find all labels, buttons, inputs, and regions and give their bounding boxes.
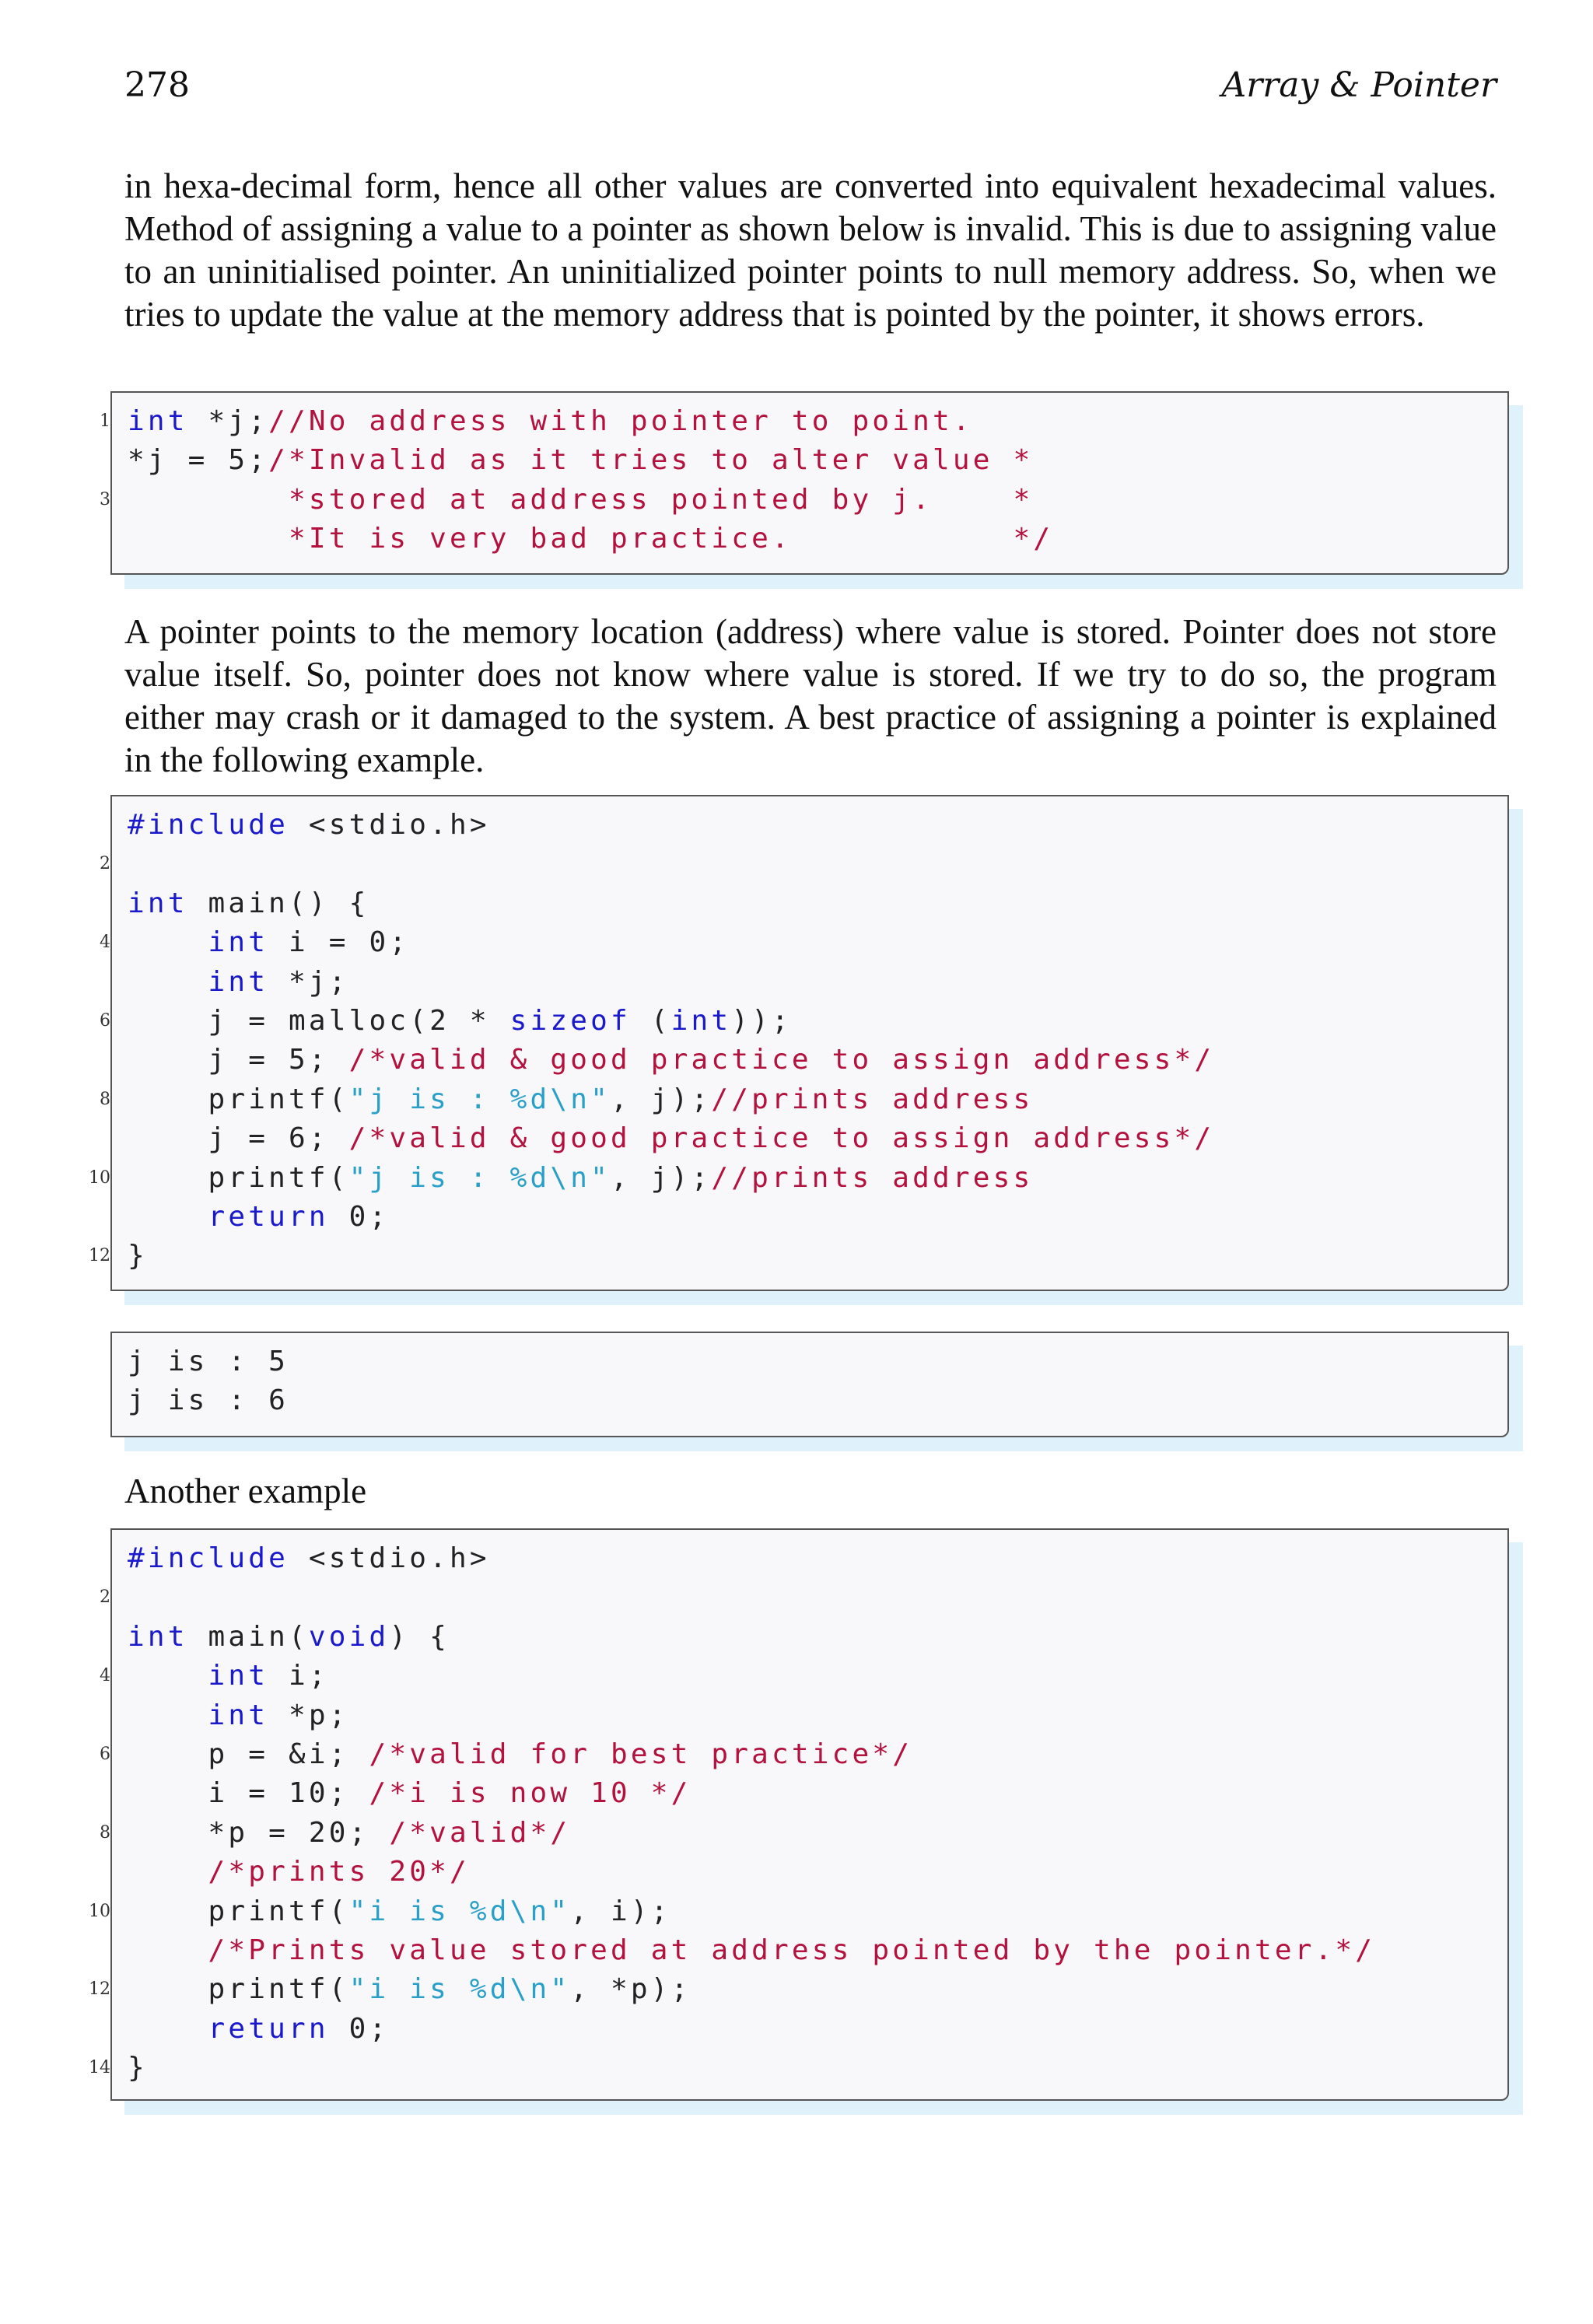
program-output-box	[110, 1332, 1509, 1437]
code-text: 0;	[328, 1200, 390, 1233]
code-comment: /*valid & good practice to assign address*/	[348, 1122, 1215, 1155]
page-header	[124, 65, 1497, 112]
code-keyword: void	[308, 1620, 390, 1653]
code-text: *p = 20;	[128, 1816, 390, 1849]
code-text: ) {	[389, 1620, 450, 1653]
page-number: 278	[124, 65, 190, 105]
code-comment: /*prints 20*/	[208, 1856, 470, 1888]
code-text: p = &i;	[128, 1738, 369, 1770]
code-text	[128, 1934, 208, 1966]
code-text: i = 10;	[128, 1777, 369, 1810]
code-comment: //prints address	[711, 1083, 1034, 1115]
code-keyword: sizeof	[509, 1004, 631, 1037]
line-number: 10	[89, 1901, 110, 1921]
code-text: main(	[187, 1620, 309, 1653]
code-text	[128, 926, 208, 958]
code-line	[128, 1539, 1375, 1578]
paragraph-another-example: Another example	[124, 1472, 367, 1510]
line-number: 8	[100, 1089, 110, 1109]
line-number: 4	[100, 1666, 110, 1686]
code-text: j = 6;	[128, 1122, 349, 1155]
code-text: j = malloc(2 *	[128, 1004, 510, 1037]
code-comment: //No address with pointer to point.	[268, 405, 973, 437]
code-keyword: int	[128, 1620, 188, 1653]
code-string: "i is %d\n"	[348, 1973, 571, 2006]
code-string: "i is %d\n"	[348, 1895, 571, 1927]
code-text	[128, 966, 208, 998]
paragraph-pointer-explanation: A pointer points to the memory location (address) where value is stored. Pointer does not store value itself. So, pointer does not know where value is stored. If we try to do so, the program either may crash or it damaged to the system. A best practice of assigning a pointer is explained in the following example.	[124, 612, 1497, 779]
code-line	[100, 481, 1053, 520]
line-number: 6	[100, 1010, 110, 1031]
line-number: 4	[100, 933, 110, 953]
line-number: 8	[100, 1822, 110, 1843]
code-text: }	[128, 1240, 148, 1272]
line-number: 10	[89, 1167, 110, 1188]
code-text: *j;	[187, 405, 269, 437]
code-line	[128, 806, 1214, 845]
code-text	[128, 2013, 208, 2045]
code-keyword: #include	[128, 809, 289, 841]
code-text: , *p);	[570, 1973, 691, 2006]
line-number: 1	[100, 411, 110, 431]
code-text: <stdio.h>	[289, 809, 490, 841]
code-keyword: int	[670, 1004, 732, 1037]
running-title: Array & Pointer	[1221, 65, 1497, 105]
code-line	[100, 1080, 1214, 1119]
code-text: main() {	[187, 887, 369, 919]
code-text: (	[630, 1004, 671, 1037]
code-lines	[89, 806, 1215, 1276]
code-comment: /*valid & good practice to assign address*/	[348, 1044, 1215, 1076]
code-listing-malloc	[89, 795, 1509, 1291]
code-line	[128, 1119, 1214, 1158]
code-keyword: #include	[128, 1542, 289, 1574]
code-text	[128, 1201, 208, 1233]
code-string: "j is : %d\n"	[348, 1161, 611, 1194]
paragraph-uninitialised-pointer: in hexa-decimal form, hence all other values are converted into equivalent hexadecimal values. Method of assigning a value to a pointer as shown below is invalid. This is due to assigning value to an uninitialised pointer. An uninitialized pointer points to null memory address. So, when we tries to update the value at the memory address that is pointed by the pointer, it shows errors.	[124, 166, 1497, 334]
code-text: printf(	[128, 1973, 349, 2006]
code-string: "j is : %d\n"	[348, 1083, 611, 1115]
code-keyword: int	[208, 926, 269, 959]
code-line	[128, 884, 1214, 923]
code-comment: /*Prints value stored at address pointed by the pointer.*/	[208, 1934, 1376, 1966]
code-line	[100, 1735, 1375, 1774]
code-line	[89, 1892, 1375, 1931]
code-comment: /*valid for best practice*/	[369, 1738, 913, 1770]
code-line	[100, 845, 1214, 884]
code-text: *p;	[268, 1699, 349, 1731]
code-line	[100, 1578, 1375, 1617]
code-comment: *stored at address pointed by j. *	[128, 483, 1034, 516]
code-text: *j = 5;	[128, 444, 269, 477]
code-listing-box	[89, 1528, 1509, 2101]
output-lines	[128, 1342, 289, 1421]
code-listing-box	[110, 1332, 1509, 1437]
code-text: printf(	[128, 1161, 349, 1194]
code-text: 0;	[328, 2012, 390, 2045]
code-keyword: return	[208, 1200, 329, 1233]
code-line	[89, 2049, 1375, 2088]
code-listing-pointer-deref	[89, 1528, 1509, 2101]
code-text	[128, 1856, 208, 1888]
code-text: j = 5;	[128, 1044, 349, 1076]
line-number: 6	[100, 1744, 110, 1764]
code-line	[128, 520, 1053, 558]
code-line	[128, 441, 1053, 480]
code-comment: *It is very bad practice. */	[128, 523, 1054, 555]
code-line	[128, 1381, 289, 1420]
code-text: , j);	[611, 1083, 712, 1115]
code-line	[89, 1970, 1375, 2009]
line-number: 2	[100, 854, 110, 874]
code-comment: /*valid*/	[389, 1816, 571, 1849]
code-text: , i);	[570, 1895, 671, 1927]
code-lines	[100, 402, 1054, 559]
code-keyword: int	[128, 887, 188, 919]
code-text: printf(	[128, 1895, 349, 1927]
code-comment: //prints address	[711, 1161, 1034, 1194]
code-keyword: int	[208, 1660, 269, 1692]
code-line	[128, 1618, 1375, 1657]
code-keyword: int	[208, 965, 269, 998]
code-listing-invalid	[100, 391, 1509, 575]
code-line	[128, 1853, 1375, 1892]
code-line	[100, 1657, 1375, 1696]
code-text: j is : 6	[128, 1384, 289, 1417]
code-text: *j;	[268, 965, 349, 998]
code-keyword: int	[128, 405, 188, 437]
code-line	[128, 1041, 1214, 1080]
code-line	[128, 1931, 1375, 1970]
line-number: 14	[89, 2058, 110, 2078]
line-number: 3	[100, 489, 110, 509]
code-text: , j);	[611, 1161, 712, 1194]
code-text: j is : 5	[128, 1346, 289, 1377]
code-line	[100, 1002, 1214, 1041]
code-keyword: int	[208, 1699, 269, 1731]
code-line	[128, 1696, 1375, 1735]
code-text: ));	[731, 1004, 792, 1037]
code-line	[128, 1774, 1375, 1813]
code-text	[128, 1699, 208, 1731]
code-line	[100, 923, 1214, 962]
line-number: 12	[89, 1979, 110, 2000]
code-text: i = 0;	[268, 926, 410, 959]
code-text: <stdio.h>	[289, 1542, 490, 1574]
code-listing-box	[100, 391, 1509, 575]
code-text: i;	[268, 1660, 329, 1692]
code-text: }	[128, 2052, 148, 2084]
line-number: 2	[100, 1587, 110, 1608]
code-comment: /*i is now 10 */	[369, 1777, 691, 1810]
code-keyword: return	[208, 2012, 329, 2045]
line-number: 12	[89, 1246, 110, 1266]
code-line	[128, 1198, 1214, 1237]
code-listing-box	[89, 795, 1509, 1291]
code-line	[128, 963, 1214, 1002]
code-line	[128, 1342, 289, 1381]
code-text	[128, 1660, 208, 1692]
code-line	[100, 402, 1053, 441]
code-comment: /*Invalid as it tries to alter value *	[268, 444, 1034, 477]
code-line	[89, 1237, 1214, 1276]
code-line	[89, 1159, 1214, 1198]
code-line	[128, 2010, 1375, 2049]
code-line	[100, 1814, 1375, 1853]
code-text: printf(	[128, 1083, 349, 1115]
code-lines	[89, 1539, 1376, 2088]
